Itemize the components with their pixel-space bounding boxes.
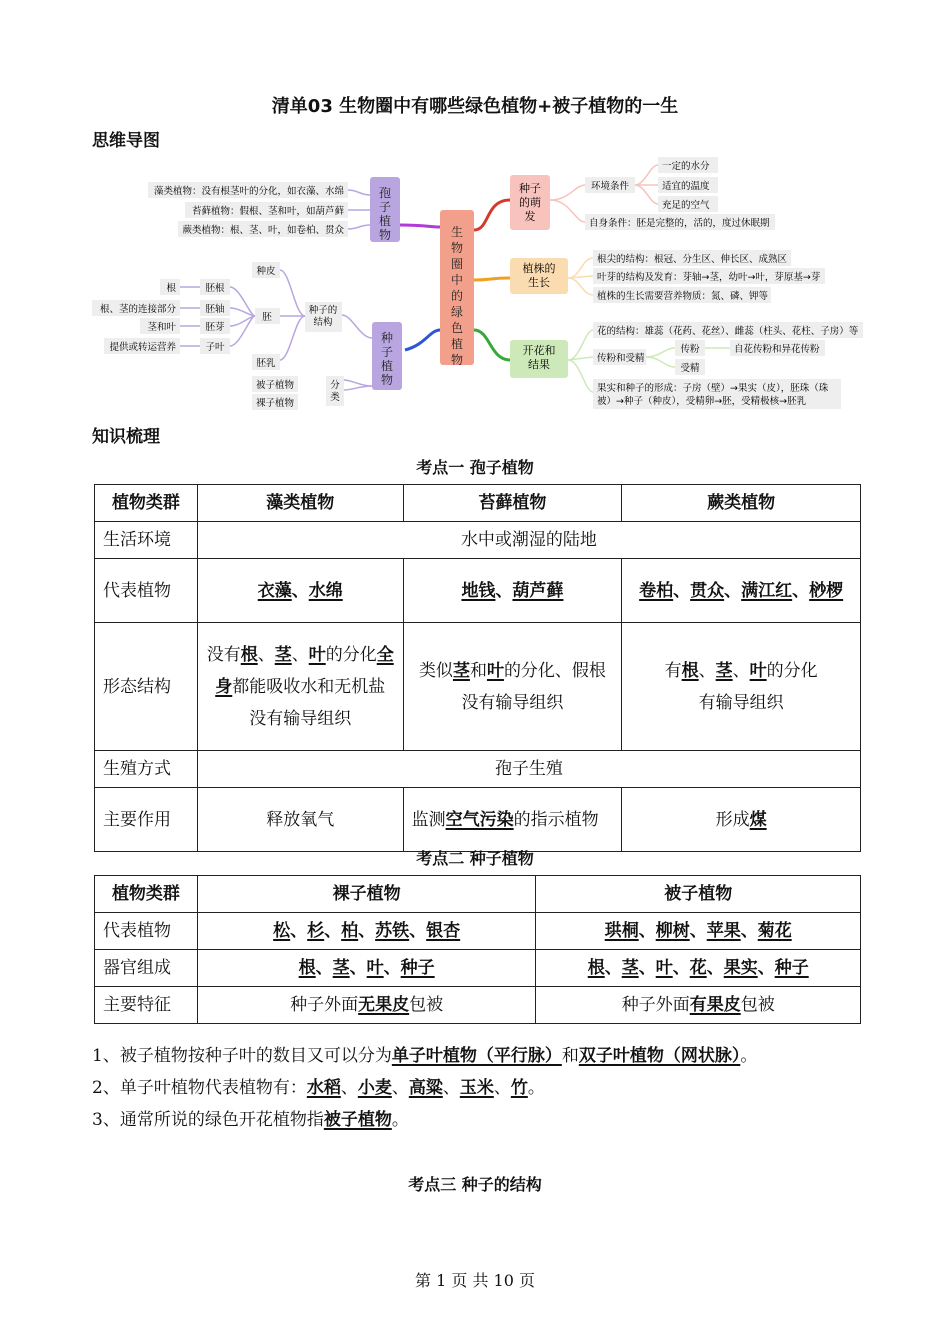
answer: 根 — [240, 644, 258, 665]
angio-feature-cell: 种子外面有果皮包被 — [536, 987, 861, 1024]
note-1: 1、被子植物按种子叶的数目又可以分为单子叶植物（平行脉）和双子叶植物（网状脉）。 — [92, 1046, 758, 1066]
answer: 贯众 — [690, 580, 725, 601]
spore-item-algae: 藻类植物：没有根茎叶的分化，如衣藻、水绵 — [153, 186, 344, 197]
table-row — [95, 559, 861, 623]
habitat-cell: 水中或潮湿的陆地 — [197, 522, 860, 559]
note-3: 3、通常所说的绿色开花植物指被子植物。 — [92, 1110, 409, 1130]
table-header: 蕨类植物 — [622, 485, 861, 522]
answer: 地钱 — [461, 580, 496, 601]
seed-part-coat: 种皮 — [256, 266, 276, 277]
moss-rep-cell: 地钱、葫芦藓 — [403, 559, 622, 623]
pollination-label: 传粉和受精 — [597, 353, 645, 364]
row-label: 代表植物 — [95, 913, 198, 950]
table3-caption: 考点三 种子的结构 — [408, 1175, 542, 1194]
gymno-rep-cell: 松、杉、柏、苏铁、银杏 — [197, 913, 536, 950]
row-label: 代表植物 — [95, 559, 198, 623]
env-conditions-label: 环境条件 — [590, 181, 630, 192]
env-item-water: 一定的水分 — [662, 161, 710, 172]
answer: 空气污染 — [445, 809, 514, 830]
seed-classify-label: 分类 — [330, 380, 340, 403]
pollination-sub-fert: 受精 — [680, 363, 700, 374]
answer: 卷柏 — [639, 580, 674, 601]
table-row — [95, 485, 861, 522]
growth-item-nutrient: 植株的生长需要营养物质：氮、磷、钾等 — [597, 291, 769, 302]
answer: 葫芦藓 — [512, 580, 564, 601]
table-header: 苔藓植物 — [403, 485, 622, 522]
answer: 竹 — [510, 1078, 528, 1098]
pollination-sub-pollen: 传粉 — [680, 344, 700, 355]
row-label: 生活环境 — [95, 522, 198, 559]
table-header: 植物类群 — [95, 485, 198, 522]
moss-role-cell: 监测空气污染的指示植物 — [403, 788, 622, 852]
table-row — [95, 950, 861, 987]
table2-caption: 考点二 种子植物 — [416, 849, 534, 868]
answer: 叶 — [749, 660, 767, 681]
answer: 双子叶植物（网状脉） — [578, 1046, 741, 1066]
section-mindmap-heading: 思维导图 — [92, 131, 160, 151]
gymno-organ-cell: 根、茎、叶、种子 — [197, 950, 536, 987]
gymno-feature-cell: 种子外面无果皮包被 — [197, 987, 536, 1024]
answer: 无果皮 — [358, 995, 410, 1015]
embryo-func-root: 根 — [166, 283, 176, 294]
algae-rep-cell: 衣藻、水绵 — [197, 559, 403, 623]
fern-form-cell: 有根、茎、叶的分化 有输导组织 — [622, 623, 861, 751]
link-center-growth — [474, 278, 510, 280]
table-header: 裸子植物 — [197, 876, 536, 913]
page-footer: 第 1 页 共 10 页 — [415, 1271, 535, 1290]
growth-links — [568, 258, 593, 295]
answer: 玉米 — [459, 1078, 494, 1098]
germ-links — [550, 165, 658, 222]
table-header: 植物类群 — [95, 876, 198, 913]
fern-rep-cell: 卷柏、贯众、满江红、桫椤 — [622, 559, 861, 623]
seed-class-gymno: 裸子植物 — [255, 398, 295, 409]
env-item-air: 充足的空气 — [662, 200, 710, 211]
growth-item-bud: 叶芽的结构及发育：芽轴→茎，幼叶→叶，芽原基→芽 — [597, 272, 821, 283]
answer: 根 — [681, 660, 699, 681]
page-title: 清单03 生物圈中有哪些绿色植物+被子植物的一生 — [271, 96, 679, 117]
table-row — [95, 751, 861, 788]
answer: 小麦 — [357, 1078, 392, 1098]
pollination-types: 自花传粉和异花传粉 — [734, 344, 820, 355]
spore-item-moss: 苔藓植物：假根、茎和叶，如葫芦藓 — [191, 206, 344, 217]
link-center-flower — [474, 330, 510, 360]
answer: 水绵 — [308, 580, 343, 601]
spore-links — [348, 190, 370, 229]
seed-part-endosperm: 胚乳 — [256, 358, 276, 369]
growth-item-root: 根尖的结构：根冠、分生区、伸长区、成熟区 — [597, 254, 788, 265]
fruit-line-2: 被）→种子（种皮），受精卵→胚，受精极核→胚乳 — [597, 396, 807, 407]
embryo-part-radicle: 胚根 — [205, 283, 225, 294]
self-condition: 自身条件：胚是完整的，活的，度过休眠期 — [589, 218, 770, 229]
table-row — [95, 522, 861, 559]
angio-organ-cell: 根、茎、叶、花、果实、种子 — [536, 950, 861, 987]
germination-node-label: 种子的萌发 — [519, 182, 541, 223]
flower-structure: 花的结构：雄蕊（花药、花丝）、雌蕊（柱头、花柱、子房）等 — [597, 326, 859, 337]
table-header: 被子植物 — [536, 876, 861, 913]
mind-map — [90, 150, 880, 412]
answer: 煤 — [749, 809, 767, 830]
seed-part-embryo: 胚 — [262, 312, 272, 323]
row-label: 主要作用 — [95, 788, 198, 852]
row-label: 形态结构 — [95, 623, 198, 751]
embryo-func-nutrition: 提供或转运营养 — [109, 342, 176, 353]
embryo-part-hypocotyl: 胚轴 — [205, 304, 225, 315]
row-label: 主要特征 — [95, 987, 198, 1024]
answer: 桫椤 — [809, 580, 844, 601]
row-label: 器官组成 — [95, 950, 198, 987]
answer: 高粱 — [408, 1078, 443, 1098]
embryo-part-plumule: 胚芽 — [205, 322, 225, 333]
seed-plants-table — [94, 875, 861, 1024]
answer: 全身 — [215, 644, 394, 697]
table-row — [95, 788, 861, 852]
moss-form-cell: 类似茎和叶的分化、假根 没有输导组织 — [403, 623, 622, 751]
seed-structure-label: 种子的结构 — [308, 305, 338, 328]
fern-role-cell: 形成煤 — [622, 788, 861, 852]
answer: 叶 — [486, 660, 504, 681]
algae-role-cell: 释放氧气 — [197, 788, 403, 852]
spore-plants-table — [94, 484, 861, 852]
answer: 有果皮 — [689, 995, 741, 1015]
seed-class-angio: 被子植物 — [255, 380, 295, 391]
answer: 被子植物 — [323, 1110, 392, 1130]
table-row — [95, 913, 861, 950]
table-row — [95, 623, 861, 751]
answer: 衣藻 — [257, 580, 292, 601]
angio-rep-cell: 珙桐、柳树、苹果、菊花 — [536, 913, 861, 950]
answer: 茎 — [715, 660, 733, 681]
center-node-label: 生物圈中的绿色植物 — [450, 225, 464, 367]
algae-form-cell: 没有根、茎、叶的分化全身都能吸收水和无机盐 没有输导组织 — [197, 623, 403, 751]
seed-node-label: 种子植物 — [380, 331, 394, 387]
answer: 单子叶植物（平行脉） — [391, 1046, 562, 1066]
link-center-spore — [400, 225, 440, 227]
row-label: 生殖方式 — [95, 751, 198, 788]
link-center-seed — [405, 330, 440, 350]
answer: 茎 — [452, 660, 470, 681]
fruit-line-1: 果实和种子的形成：子房（壁）→果实（皮），胚珠（珠 — [597, 383, 829, 394]
table-row — [95, 876, 861, 913]
table-header: 藻类植物 — [197, 485, 403, 522]
spore-node-label: 孢子植物 — [378, 186, 392, 242]
answer: 茎 — [274, 644, 292, 665]
note-2: 2、单子叶植物代表植物有：水稻、小麦、高粱、玉米、竹。 — [92, 1078, 545, 1098]
answer: 叶 — [308, 644, 326, 665]
section-knowledge-heading: 知识梳理 — [92, 427, 160, 447]
link-center-germ — [474, 200, 510, 230]
table1-caption: 考点一 孢子植物 — [416, 458, 534, 477]
spore-item-fern: 蕨类植物：根、茎、叶，如卷柏、贯众 — [182, 225, 344, 236]
env-item-temp: 适宜的温度 — [662, 181, 710, 192]
table-row — [95, 987, 861, 1024]
embryo-part-cotyledon: 子叶 — [205, 342, 225, 353]
repro-cell: 孢子生殖 — [197, 751, 860, 788]
answer: 水稻 — [306, 1078, 341, 1098]
answer: 满江红 — [741, 580, 793, 601]
embryo-func-link: 根、茎的连接部分 — [99, 304, 176, 315]
embryo-func-stem-leaf: 茎和叶 — [147, 322, 176, 333]
flower-node-label: 开花和结果 — [522, 344, 556, 371]
growth-node-label: 植株的生长 — [522, 262, 556, 289]
